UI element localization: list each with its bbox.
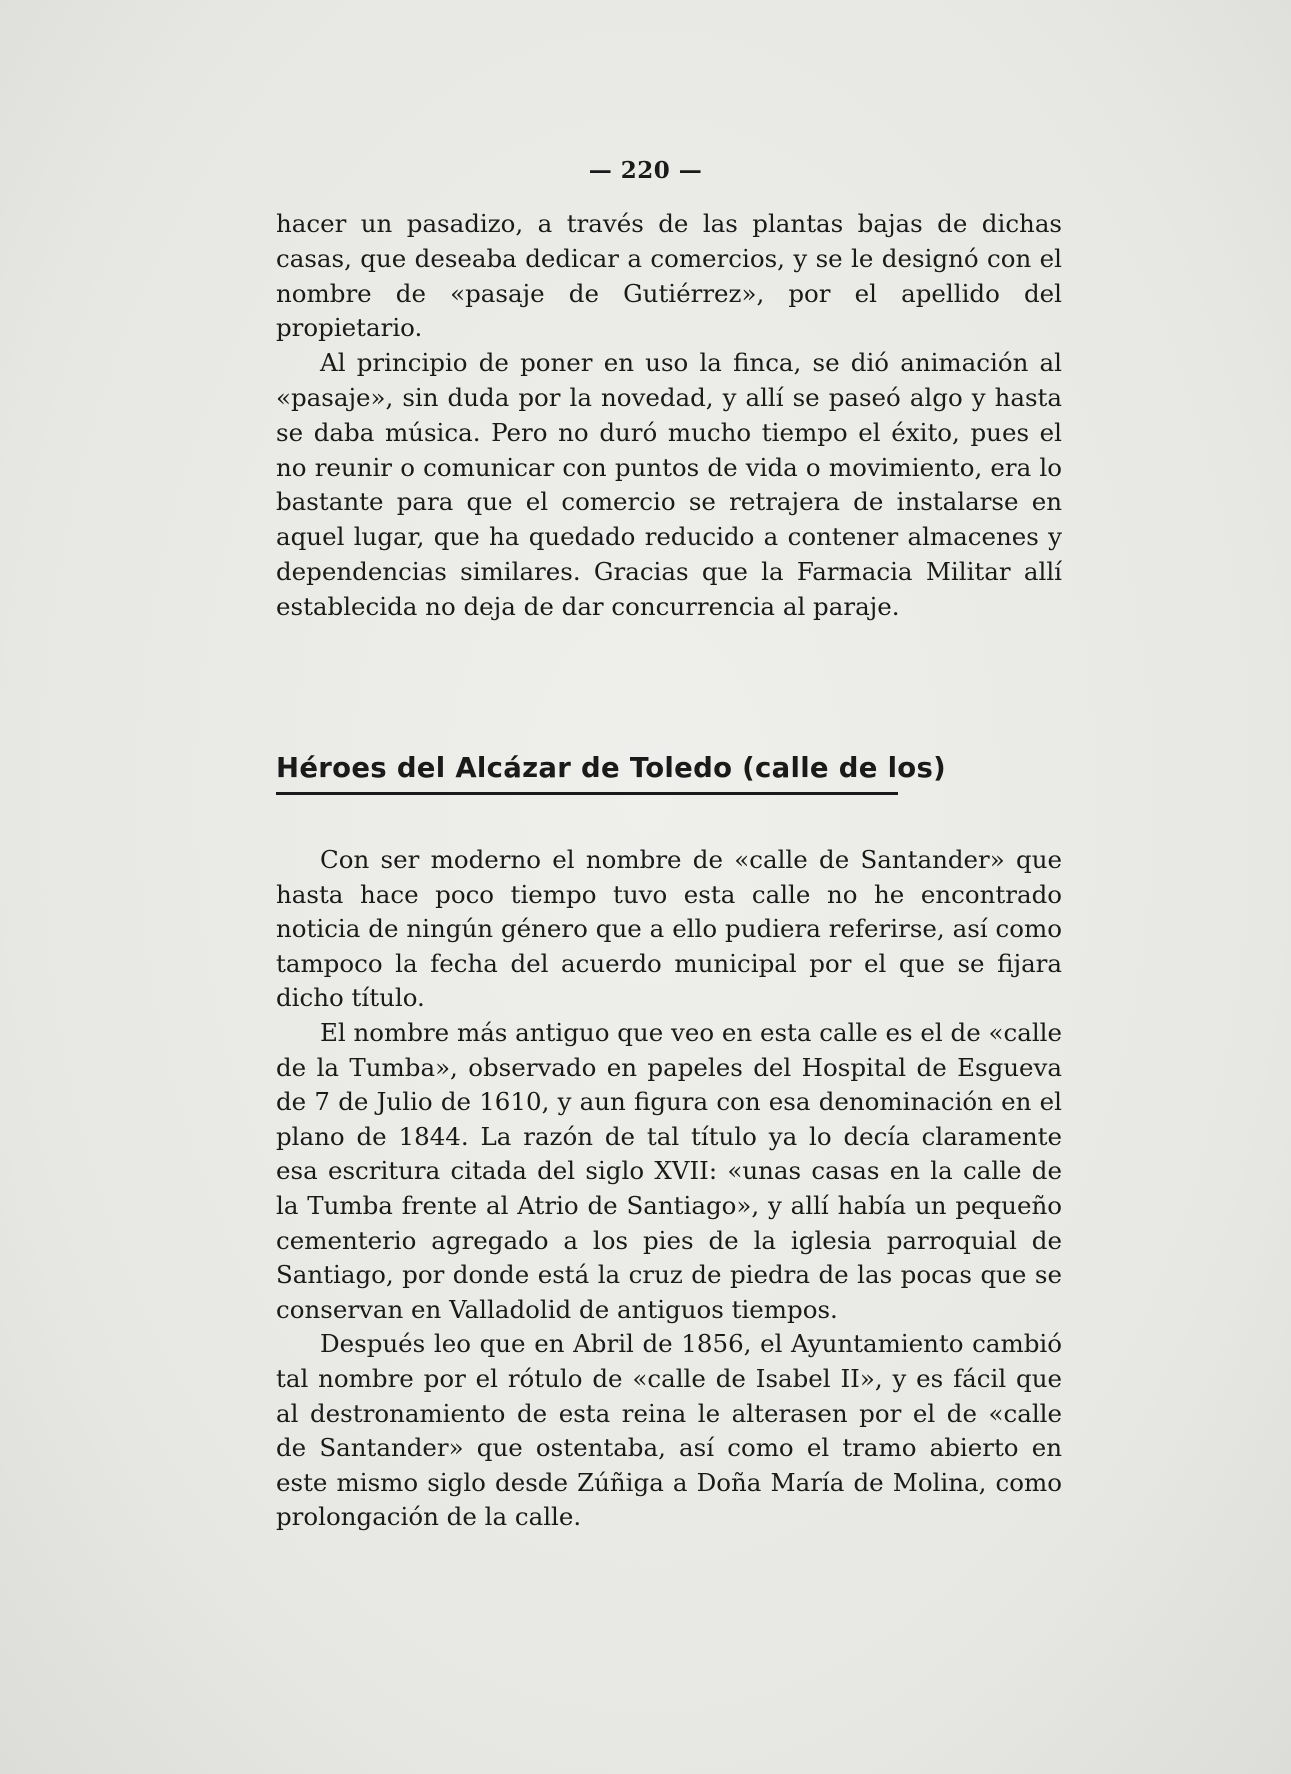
section-heading: Héroes del Alcázar de Toledo (calle de los) <box>276 752 947 784</box>
section-2-text <box>276 843 1062 1535</box>
paragraph: Con ser moderno el nombre de «calle de Santander» que hasta hace poco tiempo tuvo esta calle no he encontrado noticia de ningún género que a ello pudiera referirse, así como tampoco la fecha del acuerdo municipal por el que se fijara dicho título. <box>276 845 1062 1013</box>
section-1-text <box>276 207 1062 625</box>
paragraph: El nombre más antiguo que veo en esta calle es el de «calle de la Tumba», observado en papeles del Hospital de Esgueva de 7 de Julio de 1610, y aun figura con esa denominación en el plano de 1844. La razón de tal título ya lo decía claramente esa escritura citada del siglo XVII: «unas casas en la calle de la Tumba frente al Atrio de Santiago», y allí había un pequeño cementerio agregado a los pies de la iglesia parroquial de Santiago, por donde está la cruz de piedra de las pocas que se conservan en Valladolid de antiguos tiempos. <box>276 1017 1062 1324</box>
page-number: — 220 — <box>588 157 703 184</box>
paragraph: Después leo que en Abril de 1856, el Ayuntamiento cambió tal nombre por el rótulo de «calle de Isabel II», y es fácil que al destronamiento de esta reina le alterasen por el de «calle de Santander» que ostentaba, así como el tramo abierto en este mismo siglo desde Zúñiga a Doña María de Molina, como prolongación de la calle. <box>276 1329 1062 1532</box>
heading-underline <box>276 792 898 795</box>
paragraph: hacer un pasadizo, a través de las plantas bajas de dichas casas, que deseaba dedicar a comercios, y se le designó con el nombre de «pasaje de Gutiérrez», por el apellido del propietario. <box>276 209 1062 343</box>
paragraph: Al principio de poner en uso la finca, se dió animación al «pasaje», sin duda por la novedad, y allí se paseó algo y hasta se daba música. Pero no duró mucho tiempo el éxito, pues el no reunir o comunicar con puntos de vida o movimiento, era lo bastante para que el comercio se retrajera de instalarse en aquel lugar, que ha quedado reducido a contener almacenes y dependencias similares. Gracias que la Farmacia Militar allí establecida no deja de dar concurrencia al paraje. <box>276 348 1062 621</box>
